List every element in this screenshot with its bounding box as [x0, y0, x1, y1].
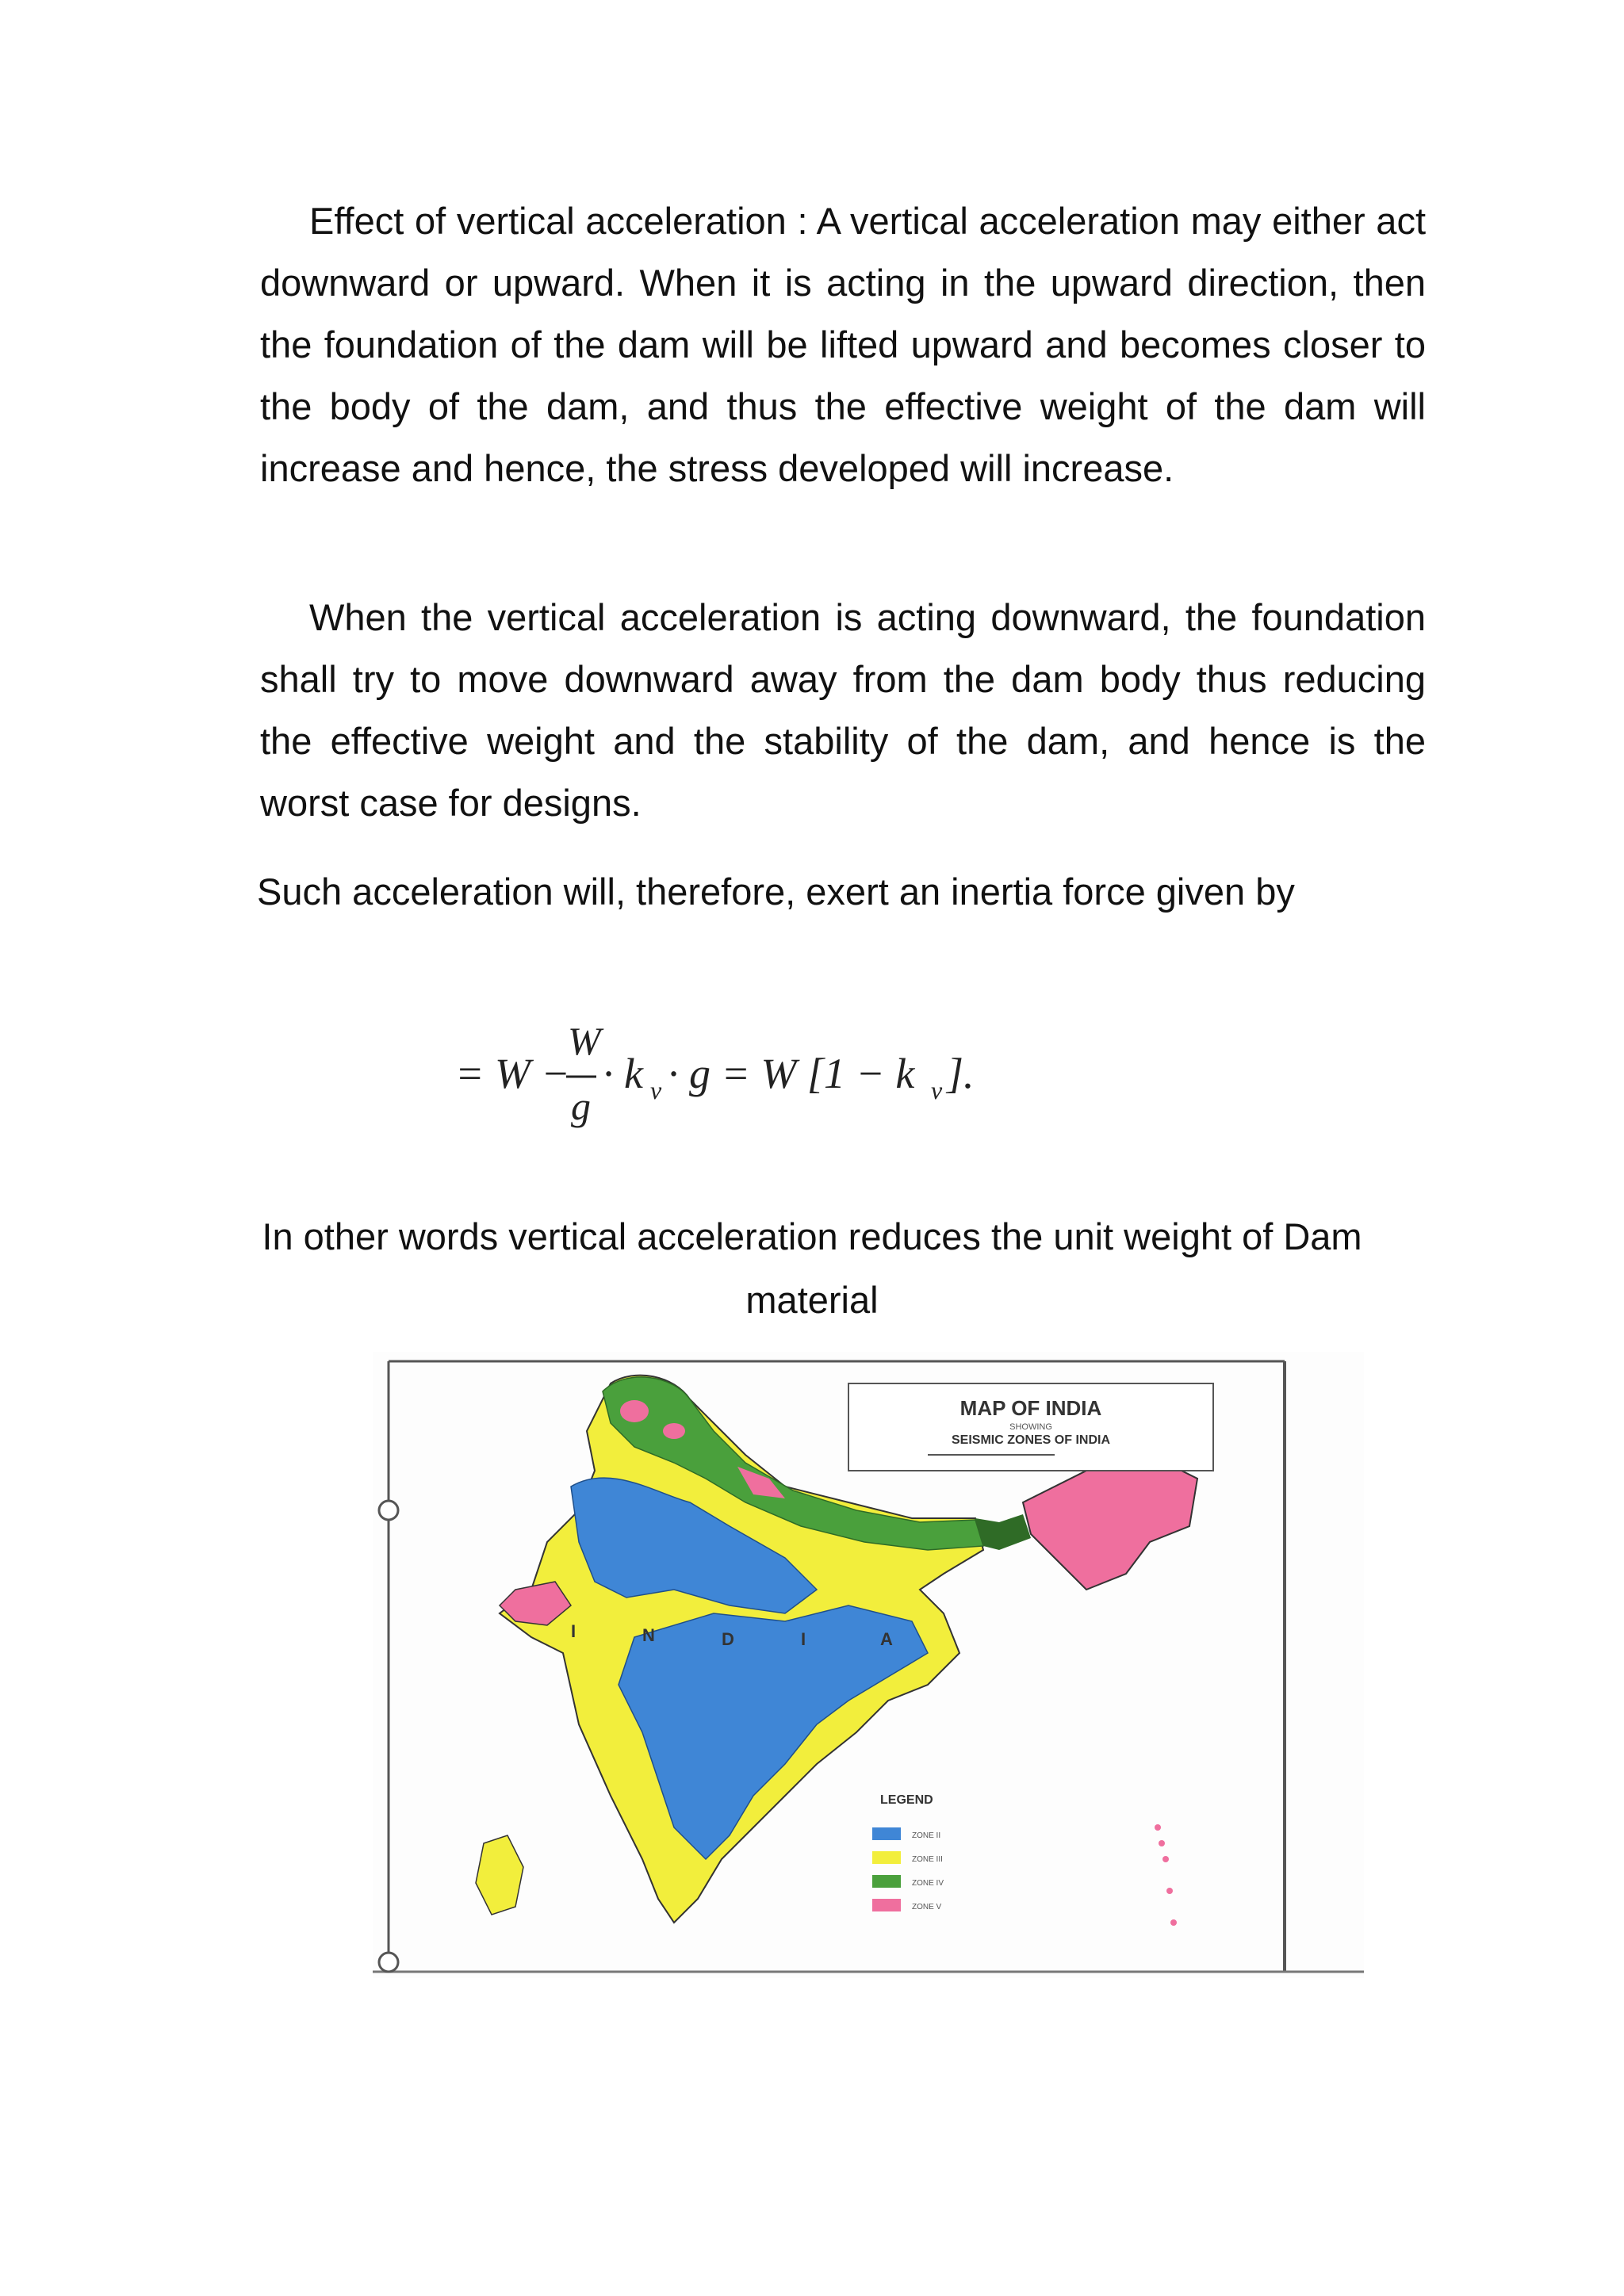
paragraph-text: Effect of vertical acceleration : A vertical acceleration may either act downward or upward. When it is acting in the upward direction, then the foundation of the dam will be lifted upward and becomes closer to the body of the dam, and thus the effective weight of the dam will increase and hence, the stress developed will increase. — [260, 200, 1426, 489]
binder-ring — [379, 1501, 398, 1520]
legend-swatch-zone-iv — [872, 1875, 901, 1888]
formula-k: · k — [603, 1050, 643, 1097]
formula-denominator: g — [571, 1084, 591, 1128]
country-letter: N — [642, 1625, 655, 1645]
legend-label: ZONE IV — [912, 1879, 944, 1888]
map-title: MAP OF INDIA — [959, 1396, 1102, 1420]
legend-label: ZONE V — [912, 1903, 942, 1911]
legend-swatch-zone-v — [872, 1899, 901, 1911]
paragraph-text: When the vertical acceleration is acting downward, the foundation shall try to move downward away from the dam body thus reducing the effective weight and the stability of the dam, and hence is the worst case for designs. — [260, 596, 1426, 824]
map-title-box — [848, 1383, 1213, 1471]
legend-title: LEGEND — [880, 1793, 933, 1807]
legend-label: ZONE III — [912, 1855, 943, 1864]
legend-label: ZONE II — [912, 1831, 941, 1840]
formula-end: ]. — [947, 1050, 975, 1097]
paragraph-unit-weight — [159, 1205, 1465, 1332]
country-letter: I — [571, 1621, 576, 1641]
formula-numerator: W — [568, 1019, 601, 1063]
seismic-zone-map — [373, 1352, 1364, 1978]
map-subtitle: SEISMIC ZONES OF INDIA — [951, 1433, 1111, 1447]
zone-v-region-himachal — [663, 1423, 685, 1439]
paragraph-downward-acceleration — [260, 587, 1426, 834]
formula-lead: = W − — [455, 1050, 570, 1097]
formula-subscript-v: v — [650, 1076, 662, 1104]
formula-subscript-v2: v — [931, 1076, 943, 1104]
country-letter: D — [722, 1629, 734, 1649]
inertia-force-formula — [455, 1008, 1026, 1151]
paragraph-vertical-acceleration — [260, 190, 1426, 499]
country-letter: I — [801, 1629, 806, 1649]
country-letter: A — [880, 1629, 893, 1649]
formula-rest: · g = W [1 − k — [668, 1050, 915, 1097]
map-subtitle: SHOWING — [1009, 1422, 1052, 1432]
binder-ring — [379, 1953, 398, 1972]
zone-v-region-kashmir — [620, 1400, 649, 1422]
paragraph-line: material — [745, 1279, 879, 1321]
legend-swatch-zone-ii — [872, 1827, 901, 1840]
paragraph-inertia-force: Such acceleration will, therefore, exert an inertia force given by — [257, 871, 1295, 913]
paragraph-line: In other words vertical acceleration reduces the unit weight of Dam — [262, 1215, 1362, 1257]
legend-swatch-zone-iii — [872, 1851, 901, 1864]
